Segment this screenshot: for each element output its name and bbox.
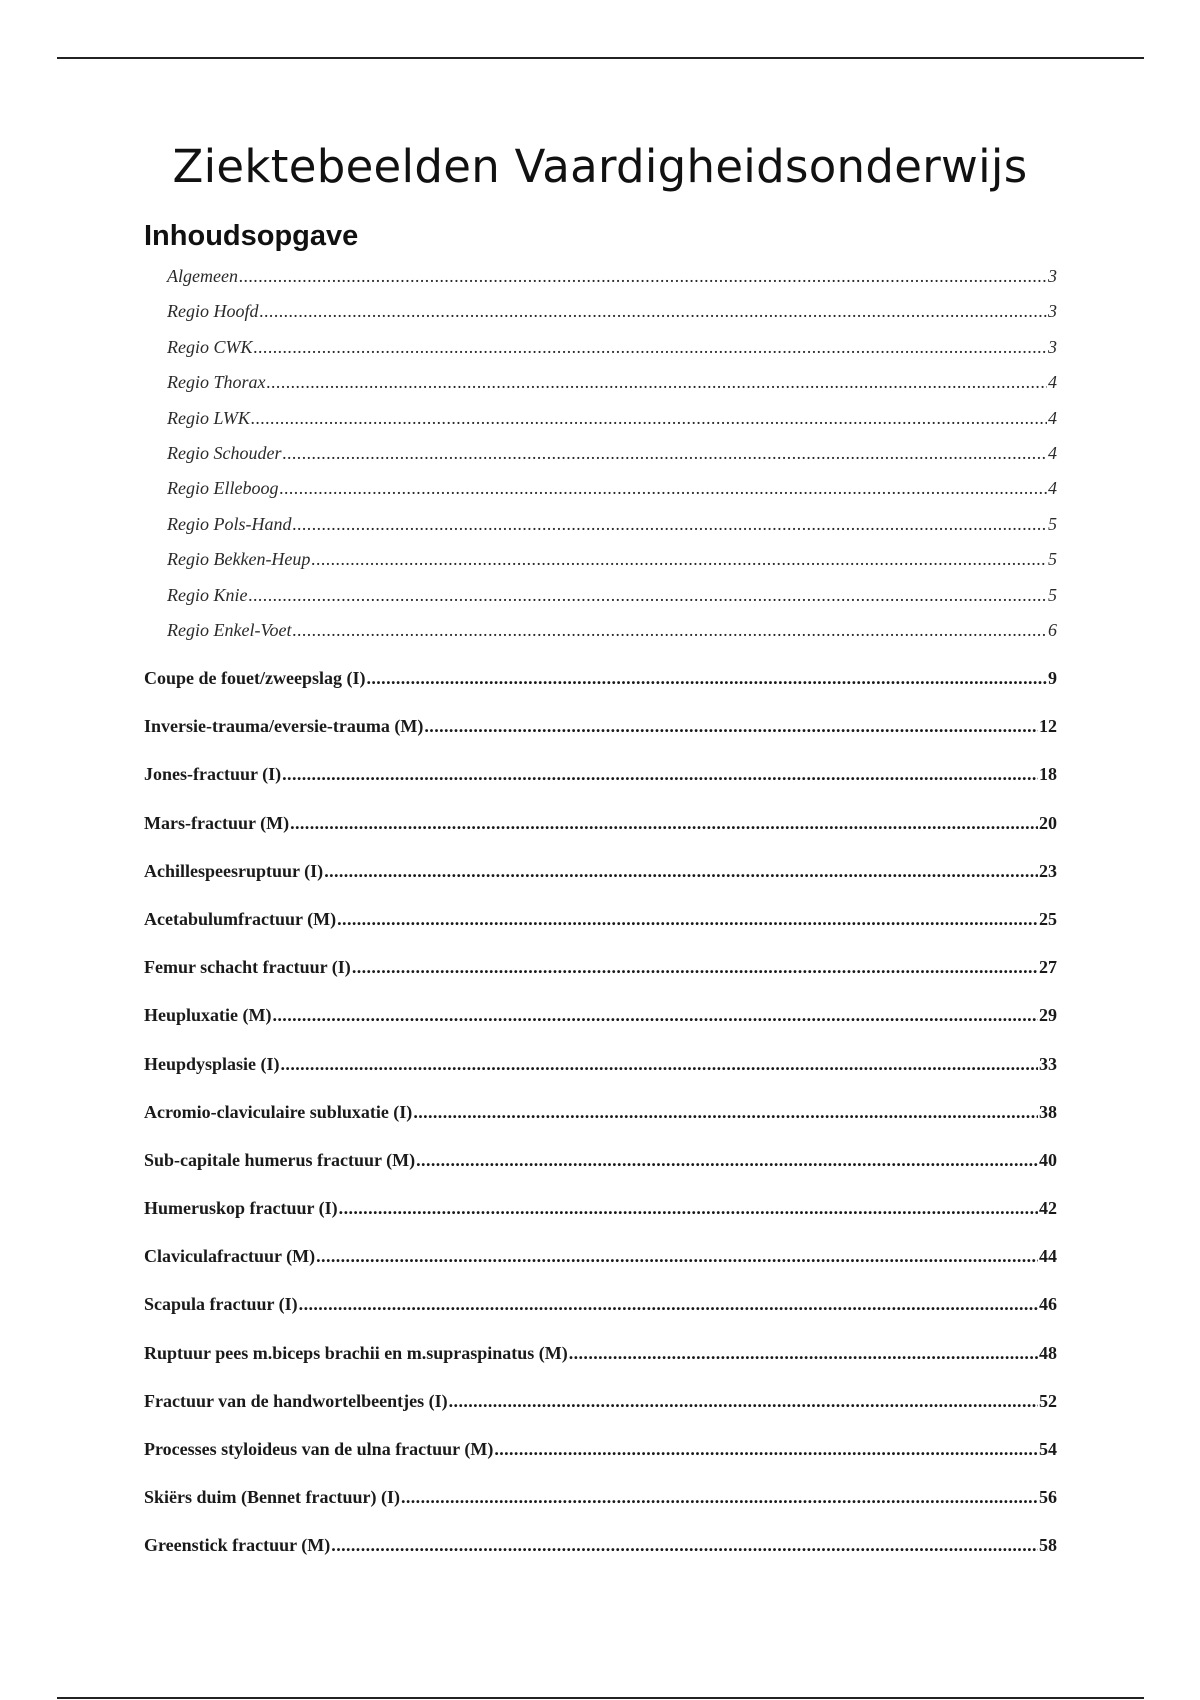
toc-dot-leader [366, 668, 1047, 689]
toc-entry[interactable] [144, 1439, 1057, 1487]
toc-entry-sub[interactable] [167, 408, 1057, 443]
toc-entry-label: Regio Pols-Hand [167, 513, 292, 534]
toc-dot-leader [267, 372, 1048, 393]
toc-entry-page: 3 [1048, 336, 1057, 357]
toc-entry[interactable] [144, 764, 1057, 812]
toc-entry-page: 5 [1048, 549, 1057, 570]
toc-dot-leader [569, 1343, 1038, 1364]
toc-entry[interactable] [144, 861, 1057, 909]
toc-dot-leader [279, 478, 1047, 499]
header-rule [57, 57, 1144, 59]
toc-entry-page: 6 [1048, 619, 1057, 640]
toc-dot-leader [292, 514, 1047, 535]
toc-dot-leader [401, 1487, 1038, 1508]
toc-entry-page: 5 [1048, 513, 1057, 534]
toc-entry-page: 54 [1039, 1439, 1057, 1459]
toc-entry-label: Ruptuur pees m.biceps brachii en m.supraspinatus (M) [144, 1342, 568, 1363]
toc-entry-label: Coupe de fouet/zweepslag (I) [144, 668, 366, 688]
toc-entry-page: 44 [1039, 1246, 1057, 1267]
toc-entry-page: 20 [1039, 812, 1057, 833]
toc-entry[interactable] [144, 909, 1057, 957]
toc-dot-leader [416, 1150, 1038, 1171]
toc-entry[interactable] [144, 1102, 1057, 1150]
toc-entry-label: Skiërs duim (Bennet fractuur) (I) [144, 1487, 400, 1508]
toc-entry-label: Scapula fractuur (I) [144, 1294, 298, 1315]
toc-dot-leader [281, 1054, 1038, 1075]
toc-dot-leader [290, 813, 1038, 834]
toc-entry-page: 5 [1048, 584, 1057, 605]
toc-dot-leader [282, 764, 1038, 785]
toc-entry[interactable] [144, 1487, 1057, 1535]
toc-entry-label: Heupluxatie (M) [144, 1005, 272, 1026]
toc-entry[interactable] [144, 957, 1057, 1005]
toc-dot-leader [352, 957, 1038, 978]
toc-entry[interactable] [144, 1246, 1057, 1294]
toc-entry[interactable] [144, 716, 1057, 764]
toc-entry-sub[interactable] [167, 549, 1057, 584]
toc-entry-label: Sub-capitale humerus fractuur (M) [144, 1149, 416, 1170]
toc-entry[interactable] [144, 813, 1057, 861]
toc-entry[interactable] [144, 1391, 1057, 1439]
toc-entry-label: Greenstick fractuur (M) [144, 1535, 331, 1556]
toc-entry-label: Inversie-trauma/eversie-trauma (M) [144, 716, 424, 737]
toc-dot-leader [331, 1535, 1038, 1556]
toc-entry-page: 12 [1039, 716, 1057, 737]
toc-entry-label: Heupdysplasie (I) [144, 1053, 280, 1074]
toc-dot-leader [494, 1439, 1038, 1460]
toc-entry-label: Femur schacht fractuur (I) [144, 957, 351, 978]
toc-dot-leader [316, 1246, 1038, 1267]
toc-entry-page: 42 [1039, 1198, 1057, 1219]
toc-dot-leader [248, 585, 1047, 606]
toc-entry-page: 3 [1048, 301, 1057, 322]
toc-entry-sub[interactable] [167, 266, 1057, 301]
toc-entry-label: Mars-fractuur (M) [144, 812, 290, 833]
toc-entry-page: 46 [1039, 1294, 1057, 1315]
toc-dot-leader [311, 549, 1047, 570]
toc-entry-page: 40 [1039, 1149, 1057, 1170]
toc-entry-page: 25 [1039, 908, 1057, 929]
toc-entry-label: Regio LWK [167, 407, 250, 428]
toc-dot-leader [449, 1391, 1038, 1412]
toc-entry-page: 33 [1039, 1053, 1057, 1074]
toc-entry[interactable] [144, 1054, 1057, 1102]
toc-entry-page: 4 [1048, 478, 1057, 499]
toc-subsection-list [167, 266, 1057, 655]
toc-entry-label: Regio Enkel-Voet [167, 619, 292, 640]
toc-entry-label: Regio Knie [167, 584, 248, 605]
toc-entry-page: 4 [1048, 442, 1057, 463]
toc-entry-label: Fractuur van de handwortelbeentjes (I) [144, 1390, 448, 1411]
toc-entry-page: 4 [1048, 372, 1057, 393]
toc-entry-label: Regio Thorax [167, 372, 266, 393]
toc-entry-sub[interactable] [167, 443, 1057, 478]
toc-entry-label: Achillespeesruptuur (I) [144, 860, 324, 881]
toc-entry-page: 38 [1039, 1101, 1057, 1122]
toc-entry-sub[interactable] [167, 514, 1057, 549]
toc-entry[interactable] [144, 1150, 1057, 1198]
toc-main-list [144, 668, 1057, 1584]
toc-entry-page: 9 [1048, 668, 1057, 688]
toc-entry-label: Claviculafractuur (M) [144, 1246, 316, 1267]
toc-dot-leader [282, 443, 1047, 464]
toc-dot-leader [254, 337, 1048, 358]
toc-entry-page: 29 [1039, 1005, 1057, 1026]
footer-rule [57, 1697, 1144, 1699]
toc-heading: Inhoudsopgave [144, 220, 359, 252]
toc-entry-label: Acromio-claviculaire subluxatie (I) [144, 1101, 413, 1122]
toc-entry-page: 58 [1039, 1535, 1057, 1556]
toc-dot-leader [292, 620, 1047, 641]
toc-dot-leader [273, 1005, 1039, 1026]
toc-dot-leader [337, 909, 1038, 930]
toc-dot-leader [239, 266, 1047, 287]
toc-entry-page: 4 [1048, 407, 1057, 428]
toc-entry[interactable] [144, 668, 1057, 716]
document-title: Ziektebeelden Vaardigheidsonderwijs [172, 140, 1028, 193]
toc-dot-leader [413, 1102, 1038, 1123]
toc-entry-label: Regio CWK [167, 336, 253, 357]
toc-entry-label: Regio Hoofd [167, 301, 259, 322]
toc-dot-leader [324, 861, 1038, 882]
toc-entry-page: 56 [1039, 1487, 1057, 1508]
toc-entry-page: 23 [1039, 860, 1057, 881]
toc-entry[interactable] [144, 1535, 1057, 1583]
toc-entry-sub[interactable] [167, 337, 1057, 372]
toc-entry-page: 52 [1039, 1390, 1057, 1411]
toc-entry-page: 3 [1048, 266, 1057, 286]
toc-entry-label: Algemeen [167, 266, 238, 286]
toc-entry-label: Processes styloideus van de ulna fractuur (M) [144, 1439, 494, 1459]
toc-dot-leader [260, 301, 1048, 322]
toc-entry-label: Regio Bekken-Heup [167, 549, 311, 570]
toc-entry-page: 48 [1039, 1342, 1057, 1363]
toc-entry-page: 27 [1039, 957, 1057, 978]
toc-entry-sub[interactable] [167, 372, 1057, 407]
toc-entry-label: Jones-fractuur (I) [144, 764, 282, 785]
toc-entry-sub[interactable] [167, 620, 1057, 655]
toc-dot-leader [251, 408, 1047, 429]
toc-entry-label: Regio Schouder [167, 442, 282, 463]
toc-entry-page: 18 [1039, 764, 1057, 785]
toc-entry-sub[interactable] [167, 585, 1057, 620]
toc-entry[interactable] [144, 1343, 1057, 1391]
toc-entry-label: Regio Elleboog [167, 478, 279, 499]
toc-dot-leader [339, 1198, 1038, 1219]
toc-dot-leader [424, 716, 1038, 737]
toc-entry-label: Humeruskop fractuur (I) [144, 1198, 338, 1219]
toc-entry[interactable] [144, 1294, 1057, 1342]
toc-entry-sub[interactable] [167, 478, 1057, 513]
toc-dot-leader [299, 1294, 1038, 1315]
toc-entry-sub[interactable] [167, 301, 1057, 336]
toc-entry-label: Acetabulumfractuur (M) [144, 908, 337, 929]
toc-entry[interactable] [144, 1198, 1057, 1246]
toc-entry[interactable] [144, 1005, 1057, 1053]
